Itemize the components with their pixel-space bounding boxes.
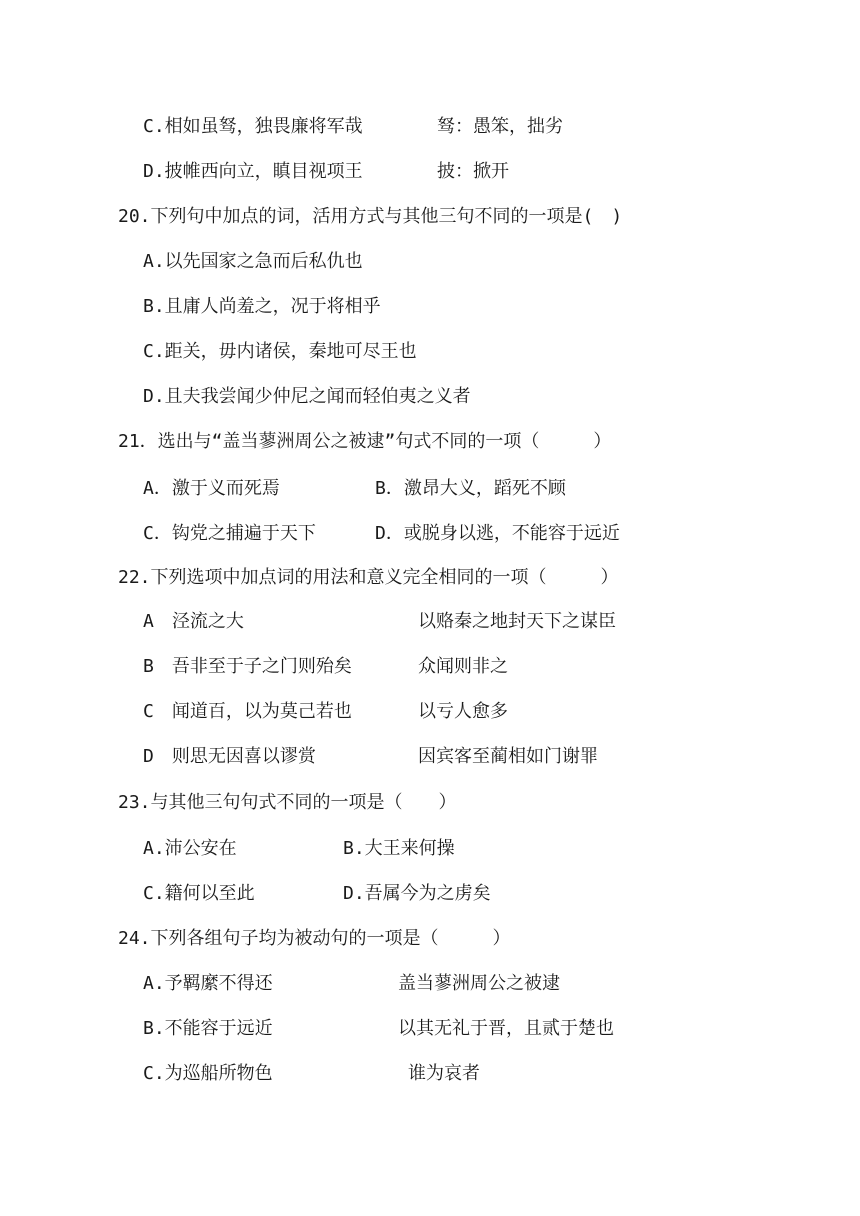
option-left: A.予羁縻不得还 [143,973,273,994]
option-left: A 泾流之大 [143,611,244,632]
option-right: 众闻则非之 [418,656,508,677]
option-right: 驽：愚笨，拙劣 [437,116,563,137]
option-left: C 闻道百，以为莫己若也 [143,701,352,722]
option-left: C．钩党之捕遍于天下 [143,523,316,544]
option-left: C.为巡船所物色 [143,1063,273,1084]
option-right: 盖当蓼洲周公之被逮 [398,973,560,994]
option-text: A.以先国家之急而后私仇也 [143,251,363,272]
question-text: 21．选出与“盖当蓼洲周公之被逮”句式不同的一项（ ） [118,431,612,452]
option-left: A.沛公安在 [143,838,237,859]
question-text: 23.与其他三句句式不同的一项是（ ） [118,792,457,813]
question-text: 22.下列选项中加点词的用法和意义完全相同的一项（ ） [118,567,619,588]
option-right: D.吾属今为之虏矣 [343,883,491,904]
option-right: 以其无礼于晋，且贰于楚也 [398,1018,614,1039]
question-text: 20.下列句中加点的词，活用方式与其他三句不同的一项是( ) [118,206,623,227]
question-text: 24.下列各组句子均为被动句的一项是（ ） [118,928,511,949]
option-left: B 吾非至于子之门则殆矣 [143,656,352,677]
option-left: C.相如虽驽，独畏廉将军哉 [143,116,363,137]
option-right: B.大王来何操 [343,838,455,859]
option-right: 披：掀开 [437,161,509,182]
option-text: C.距关，毋内诸侯，秦地可尽王也 [143,341,417,362]
option-right: 因宾客至蔺相如门谢罪 [418,746,598,767]
option-left: B.不能容于远近 [143,1018,273,1039]
option-left: D.披帷西向立，瞋目视项王 [143,161,363,182]
option-text: D.且夫我尝闻少仲尼之闻而轻伯夷之义者 [143,386,471,407]
option-text: B.且庸人尚羞之，况于将相乎 [143,296,381,317]
option-left: A．激于义而死焉 [143,478,280,499]
option-left: C.籍何以至此 [143,883,255,904]
option-right: 以赂秦之地封天下之谋臣 [418,611,616,632]
option-left: D 则思无因喜以谬赏 [143,746,316,767]
option-right: D．或脱身以逃，不能容于远近 [375,523,620,544]
option-right: B．激昂大义，蹈死不顾 [375,478,566,499]
option-right: 谁为哀者 [408,1063,480,1084]
option-right: 以亏人愈多 [418,701,508,722]
